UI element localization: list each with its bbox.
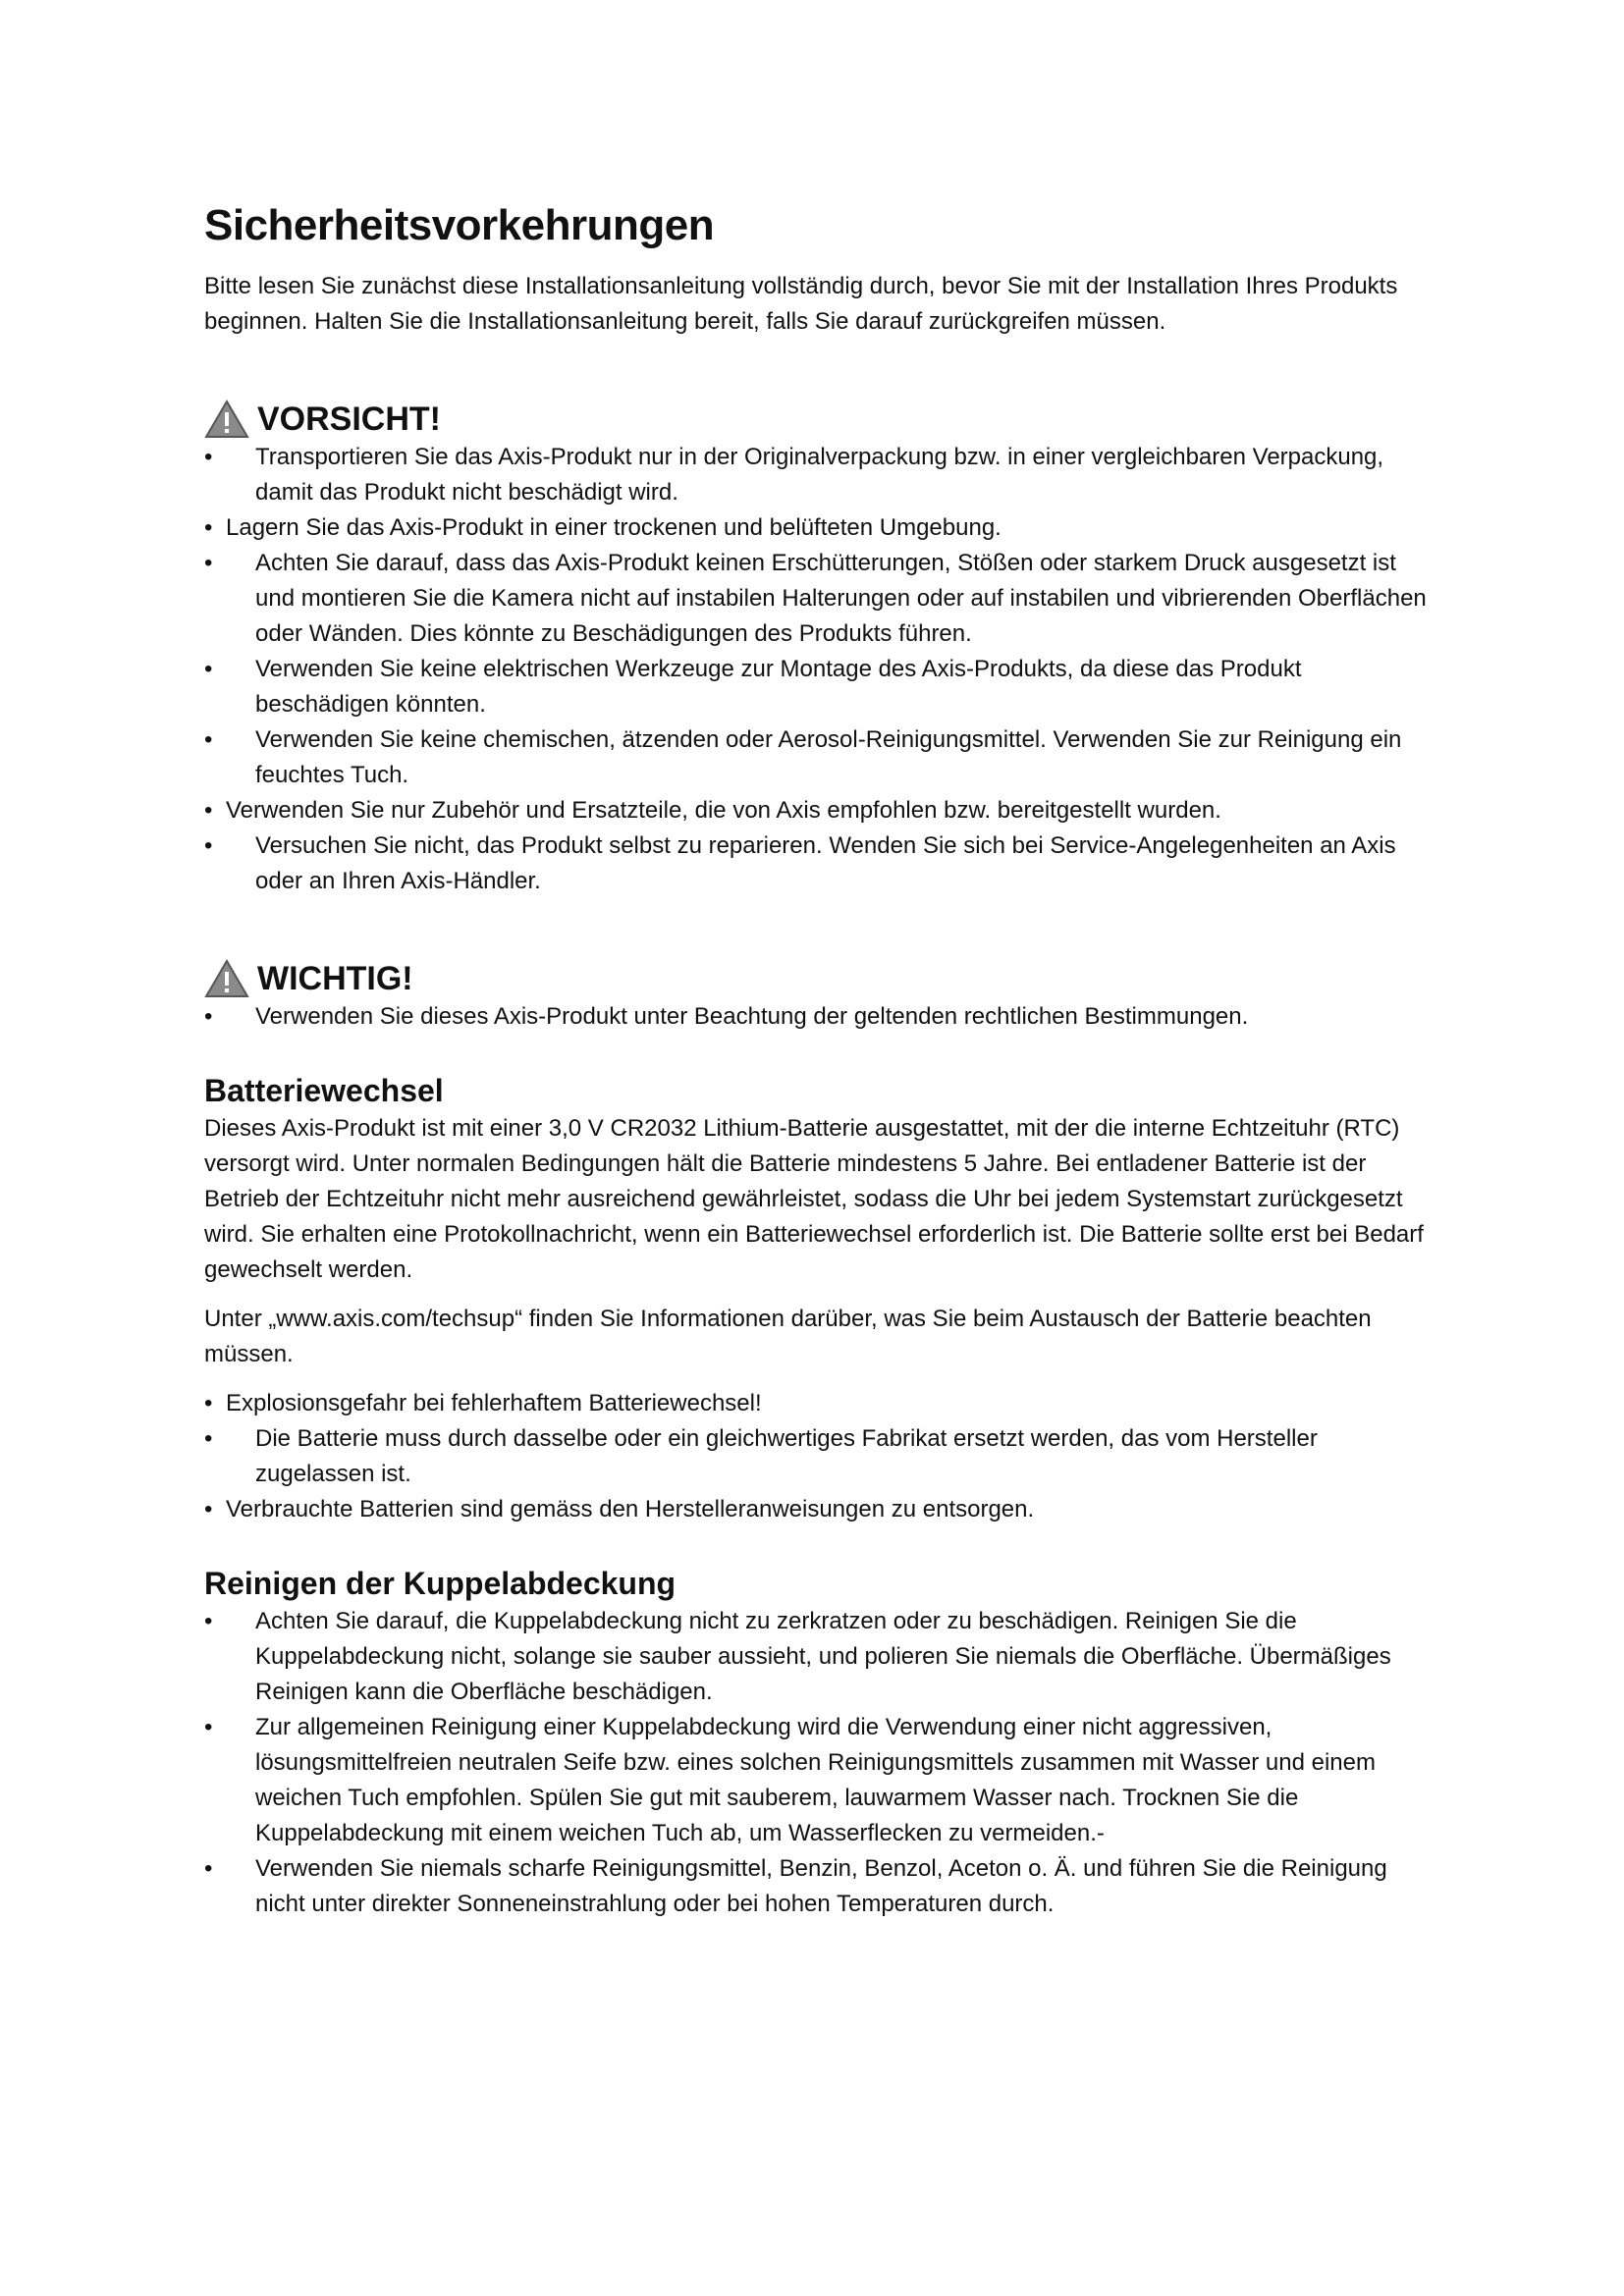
important-list bbox=[204, 999, 1432, 1035]
list-item: • Verwenden Sie nur Zubehör und Ersatzteile, die von Axis empfohlen bzw. bereitgestellt wurden. bbox=[204, 797, 1221, 824]
list-item: • Verwenden Sie niemals scharfe Reinigungsmittel, Benzin, Benzol, Aceton o. Ä. und führen Sie die Reinigung nicht unter direkter Sonneneinstrahlung oder bei hohen Temperaturen durch. bbox=[204, 1855, 1387, 1917]
important-label: WICHTIG! bbox=[257, 960, 413, 997]
list-item: • Verwenden Sie keine elektrischen Werkzeuge zur Montage des Axis-Produkts, da diese das Produkt beschädigen könnten. bbox=[204, 656, 1302, 718]
battery-list bbox=[204, 1386, 1432, 1527]
caution-list bbox=[204, 440, 1432, 899]
intro-paragraph: Bitte lesen Sie zunächst diese Installationsanleitung vollständig durch, bevor Sie mit der Installation Ihres Produkts beginnen. Halten Sie die Installationsanleitung bereit, falls Sie darauf zurückgreifen müssen. bbox=[204, 273, 1398, 335]
list-item: • Die Batterie muss durch dasselbe oder ein gleichwertiges Fabrikat ersetzt werden, das vom Hersteller zugelassen ist. bbox=[204, 1425, 1318, 1487]
list-item: • Verwenden Sie dieses Axis-Produkt unter Beachtung der geltenden rechtlichen Bestimmungen. bbox=[204, 1003, 1249, 1030]
battery-paragraph-1: Dieses Axis-Produkt ist mit einer 3,0 V CR2032 Lithium-Batterie ausgestattet, mit der die interne Echtzeituhr (RTC) versorgt wird. Unter normalen Bedingungen hält die Batterie mindestens 5 Jahre. Bei entladener Batterie ist der Betrieb der Echtzeituhr nicht mehr ausreichend gewährleistet, sodass die Uhr bei jedem Systemstart zurückgesetzt wird. Sie erhalten eine Protokollnachricht, wenn ein Batteriewechsel erforderlich ist. Die Batterie sollte erst bei Bedarf gewechselt werden. bbox=[204, 1115, 1424, 1283]
list-item: • Achten Sie darauf, die Kuppelabdeckung nicht zu zerkratzen oder zu beschädigen. Reinigen Sie die Kuppelabdeckung nicht, solange sie sauber aussieht, und polieren Sie niemals die Oberfläche. Übermäßiges Reinigen kann die Oberfläche beschädigen. bbox=[204, 1608, 1391, 1705]
warning-triangle-icon bbox=[204, 959, 249, 998]
list-item: • Explosionsgefahr bei fehlerhaftem Batteriewechsel! bbox=[204, 1390, 762, 1416]
cleaning-heading: Reinigen der Kuppelabdeckung bbox=[204, 1566, 677, 1601]
caution-heading bbox=[204, 399, 1432, 440]
list-item: • Versuchen Sie nicht, das Produkt selbst zu reparieren. Wenden Sie sich bei Service-Angelegenheiten an Axis oder an Ihren Axis-Händler. bbox=[204, 832, 1396, 894]
list-item: • Lagern Sie das Axis-Produkt in einer trockenen und belüfteten Umgebung. bbox=[204, 514, 1001, 541]
page-title: Sicherheitsvorkehrungen bbox=[204, 201, 715, 249]
warning-triangle-icon bbox=[204, 400, 249, 439]
list-item: • Transportieren Sie das Axis-Produkt nur in der Originalverpackung bzw. in einer vergleichbaren Verpackung, damit das Produkt nicht beschädigt wird. bbox=[204, 444, 1384, 506]
cleaning-list bbox=[204, 1604, 1432, 1922]
list-item: • Zur allgemeinen Reinigung einer Kuppelabdeckung wird die Verwendung einer nicht aggressiven, lösungsmittelfreien neutralen Seife bzw. eines solchen Reinigungsmittels zusammen mit Wasser und einem weichen Tuch empfohlen. Spülen Sie gut mit sauberem, lauwarmem Wasser nach. Trocknen Sie die Kuppelabdeckung mit einem weichen Tuch ab, um Wasserflecken zu vermeiden.- bbox=[204, 1714, 1376, 1846]
important-heading bbox=[204, 958, 1432, 999]
caution-label: VORSICHT! bbox=[257, 400, 441, 438]
list-item: • Verwenden Sie keine chemischen, ätzenden oder Aerosol-Reinigungsmittel. Verwenden Sie zur Reinigung ein feuchtes Tuch. bbox=[204, 726, 1402, 788]
document-content bbox=[204, 196, 1432, 1922]
list-item: • Verbrauchte Batterien sind gemäss den Herstelleranweisungen zu entsorgen. bbox=[204, 1496, 1035, 1522]
battery-paragraph-2: Unter „www.axis.com/techsup“ finden Sie Informationen darüber, was Sie beim Austausch der Batterie beachten müssen. bbox=[204, 1306, 1372, 1367]
list-item: • Achten Sie darauf, dass das Axis-Produkt keinen Erschütterungen, Stößen oder starkem Druck ausgesetzt ist und montieren Sie die Kamera nicht auf instabilen Halterungen oder auf instabilen und vibrierenden Oberflächen oder Wänden. Dies könnte zu Beschädigungen des Produkts führen. bbox=[204, 550, 1427, 647]
battery-heading: Batteriewechsel bbox=[204, 1073, 444, 1108]
